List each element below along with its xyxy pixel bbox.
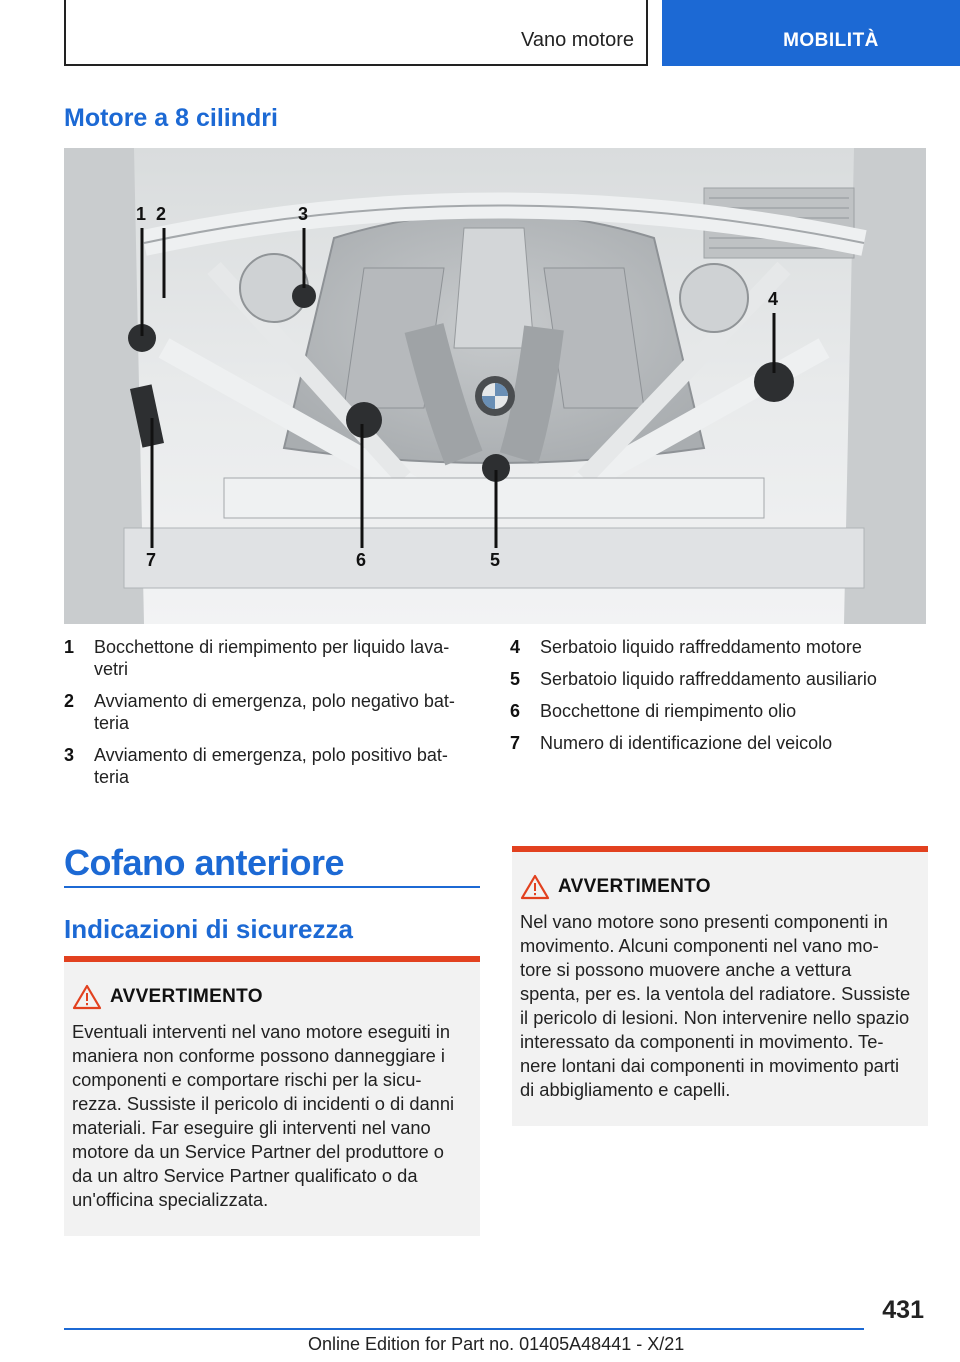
page-header [0,0,960,66]
page-number: 431 [882,1296,924,1324]
callout-1: 1 [136,204,147,224]
legend-number: 1 [64,637,75,657]
legend-number: 4 [510,637,521,657]
warning-triangle-icon [72,984,102,1010]
legend-number: 7 [510,733,521,753]
header-chapter-title: MOBILITÀ [783,30,879,51]
warning-triangle-icon [520,874,550,900]
warning-box [64,956,480,1236]
legend-item [510,668,926,690]
warning-title: AVVERTIMENTO [558,876,711,897]
subsection-title-safety: Indicazioni di sicurezza [64,914,353,944]
warning-title: AVVERTIMENTO [110,986,263,1007]
legend-number: 3 [64,745,75,765]
legend-number: 6 [510,701,521,721]
section-title-hood: Cofano anteriore [64,842,345,883]
warning-text: Eventuali interventi nel vano motore eseguiti in maniera non conforme possono danneggiare i componenti e comportare rischi per la sicu- rezza. Sussiste il pericolo di incidenti o di danni materiali. Far eseguire gli interventi nel vano motore da un Service Partner del produttore o da un altro Service Partner qualificato o da un'officina specializzata. [72,1021,455,1210]
legend-text: Serbatoio liquido raffreddamento ausiliario [540,669,877,689]
footer-edition: Online Edition for Part no. 01405A48441 - X/21 [308,1334,685,1354]
section-title-engine: Motore a 8 cilindri [64,104,278,132]
header-chapter-tab [662,0,960,66]
header-section-title: Vano motore [520,29,634,51]
header-section-box [64,0,648,66]
callout-4: 4 [768,289,779,309]
legend-text: Serbatoio liquido raffreddamento motore [540,637,862,657]
legend-text: Numero di identificazione del veicolo [540,733,833,753]
warning-box [512,846,928,1126]
legend-item [64,690,480,734]
callout-3: 3 [298,204,309,224]
legend-text: Avviamento di emergenza, polo negativo bat- teria [94,691,455,733]
legend-number: 2 [64,691,75,711]
legend-item [64,636,480,680]
legend-item [510,732,926,754]
legend-item [510,636,926,658]
callout-5: 5 [490,550,501,570]
callout-7: 7 [146,550,157,570]
legend-text: Bocchettone di riempimento per liquido lava- vetri [94,637,450,679]
callout-6: 6 [356,550,367,570]
footer-divider [64,1328,864,1330]
legend-number: 5 [510,669,521,689]
legend-column-left [64,636,480,798]
callout-2: 2 [156,204,167,224]
engine-bay-illustration [64,148,926,624]
legend-item [64,744,480,788]
legend-item [510,700,926,722]
legend-text: Bocchettone di riempimento olio [540,701,797,721]
warning-text: Nel vano motore sono presenti componenti in movimento. Alcuni componenti nel vano mo- tore si possono muovere anche a vettura spenta, per es. la ventola del radiatore. Sussiste il pericolo di lesioni. Non intervenire nello spazio interessato da componenti in movimento. Te- nere lontani dai componenti in movimento parti di abbigliamento e capelli. [520,911,911,1100]
section-divider [64,886,480,888]
legend-text: Avviamento di emergenza, polo positivo bat- teria [94,745,448,787]
legend-column-right [510,636,926,764]
